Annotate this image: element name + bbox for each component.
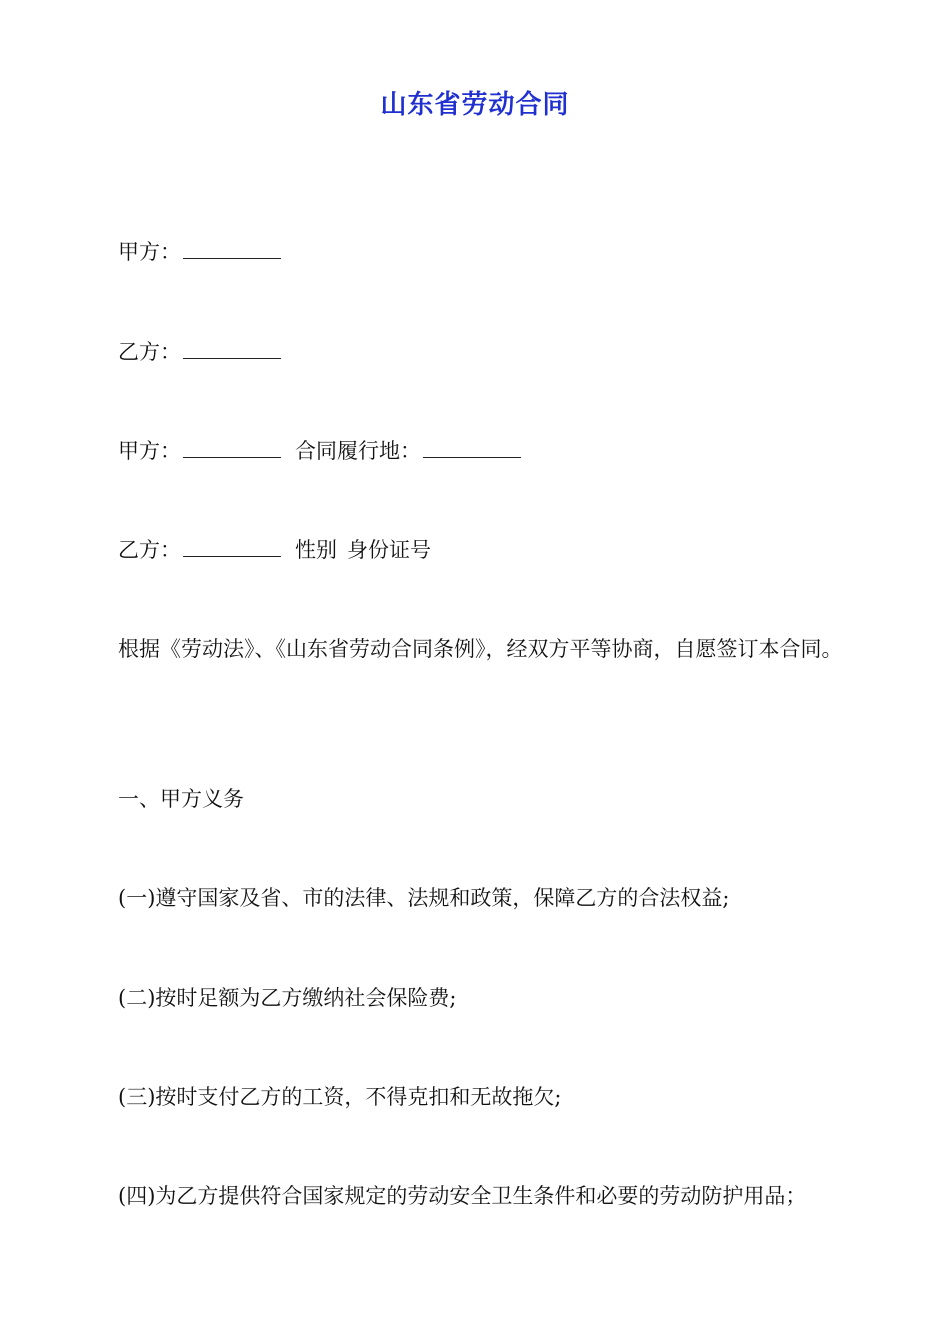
party-b-label-2: 乙方：	[118, 538, 181, 562]
intro-paragraph: 根据《劳动法》、《山东省劳动合同条例》，经双方平等协商，自愿签订本合同。	[118, 637, 843, 661]
id-label: 身份证号	[347, 538, 431, 562]
party-a-label: 甲方：	[118, 240, 181, 264]
clause-1: (一)遵守国家及省、市的法律、法规和政策，保障乙方的合法权益;	[118, 886, 730, 910]
clause-4: (四)为乙方提供符合国家规定的劳动安全卫生条件和必要的劳动防护用品；	[118, 1184, 807, 1208]
party-a-blank[interactable]	[183, 238, 281, 259]
party-b-label: 乙方：	[118, 340, 181, 364]
party-b-blank[interactable]	[183, 338, 281, 359]
place-blank[interactable]	[423, 437, 521, 458]
party-a-blank-2[interactable]	[183, 437, 281, 458]
document-title: 山东省劳动合同	[380, 90, 570, 120]
gender-label: 性别	[295, 538, 337, 562]
party-a-label-2: 甲方：	[118, 439, 181, 463]
clause-2: (二)按时足额为乙方缴纳社会保险费;	[118, 986, 457, 1010]
section-1-heading: 一、甲方义务	[118, 787, 244, 811]
party-b-line	[118, 337, 281, 367]
party-b-blank-2[interactable]	[183, 536, 281, 557]
party-b-id-line	[118, 535, 431, 565]
party-a-line	[118, 237, 281, 267]
party-a-place-line	[118, 436, 521, 466]
place-label: 合同履行地：	[295, 439, 421, 463]
clause-3: (三)按时支付乙方的工资，不得克扣和无故拖欠;	[118, 1085, 562, 1109]
